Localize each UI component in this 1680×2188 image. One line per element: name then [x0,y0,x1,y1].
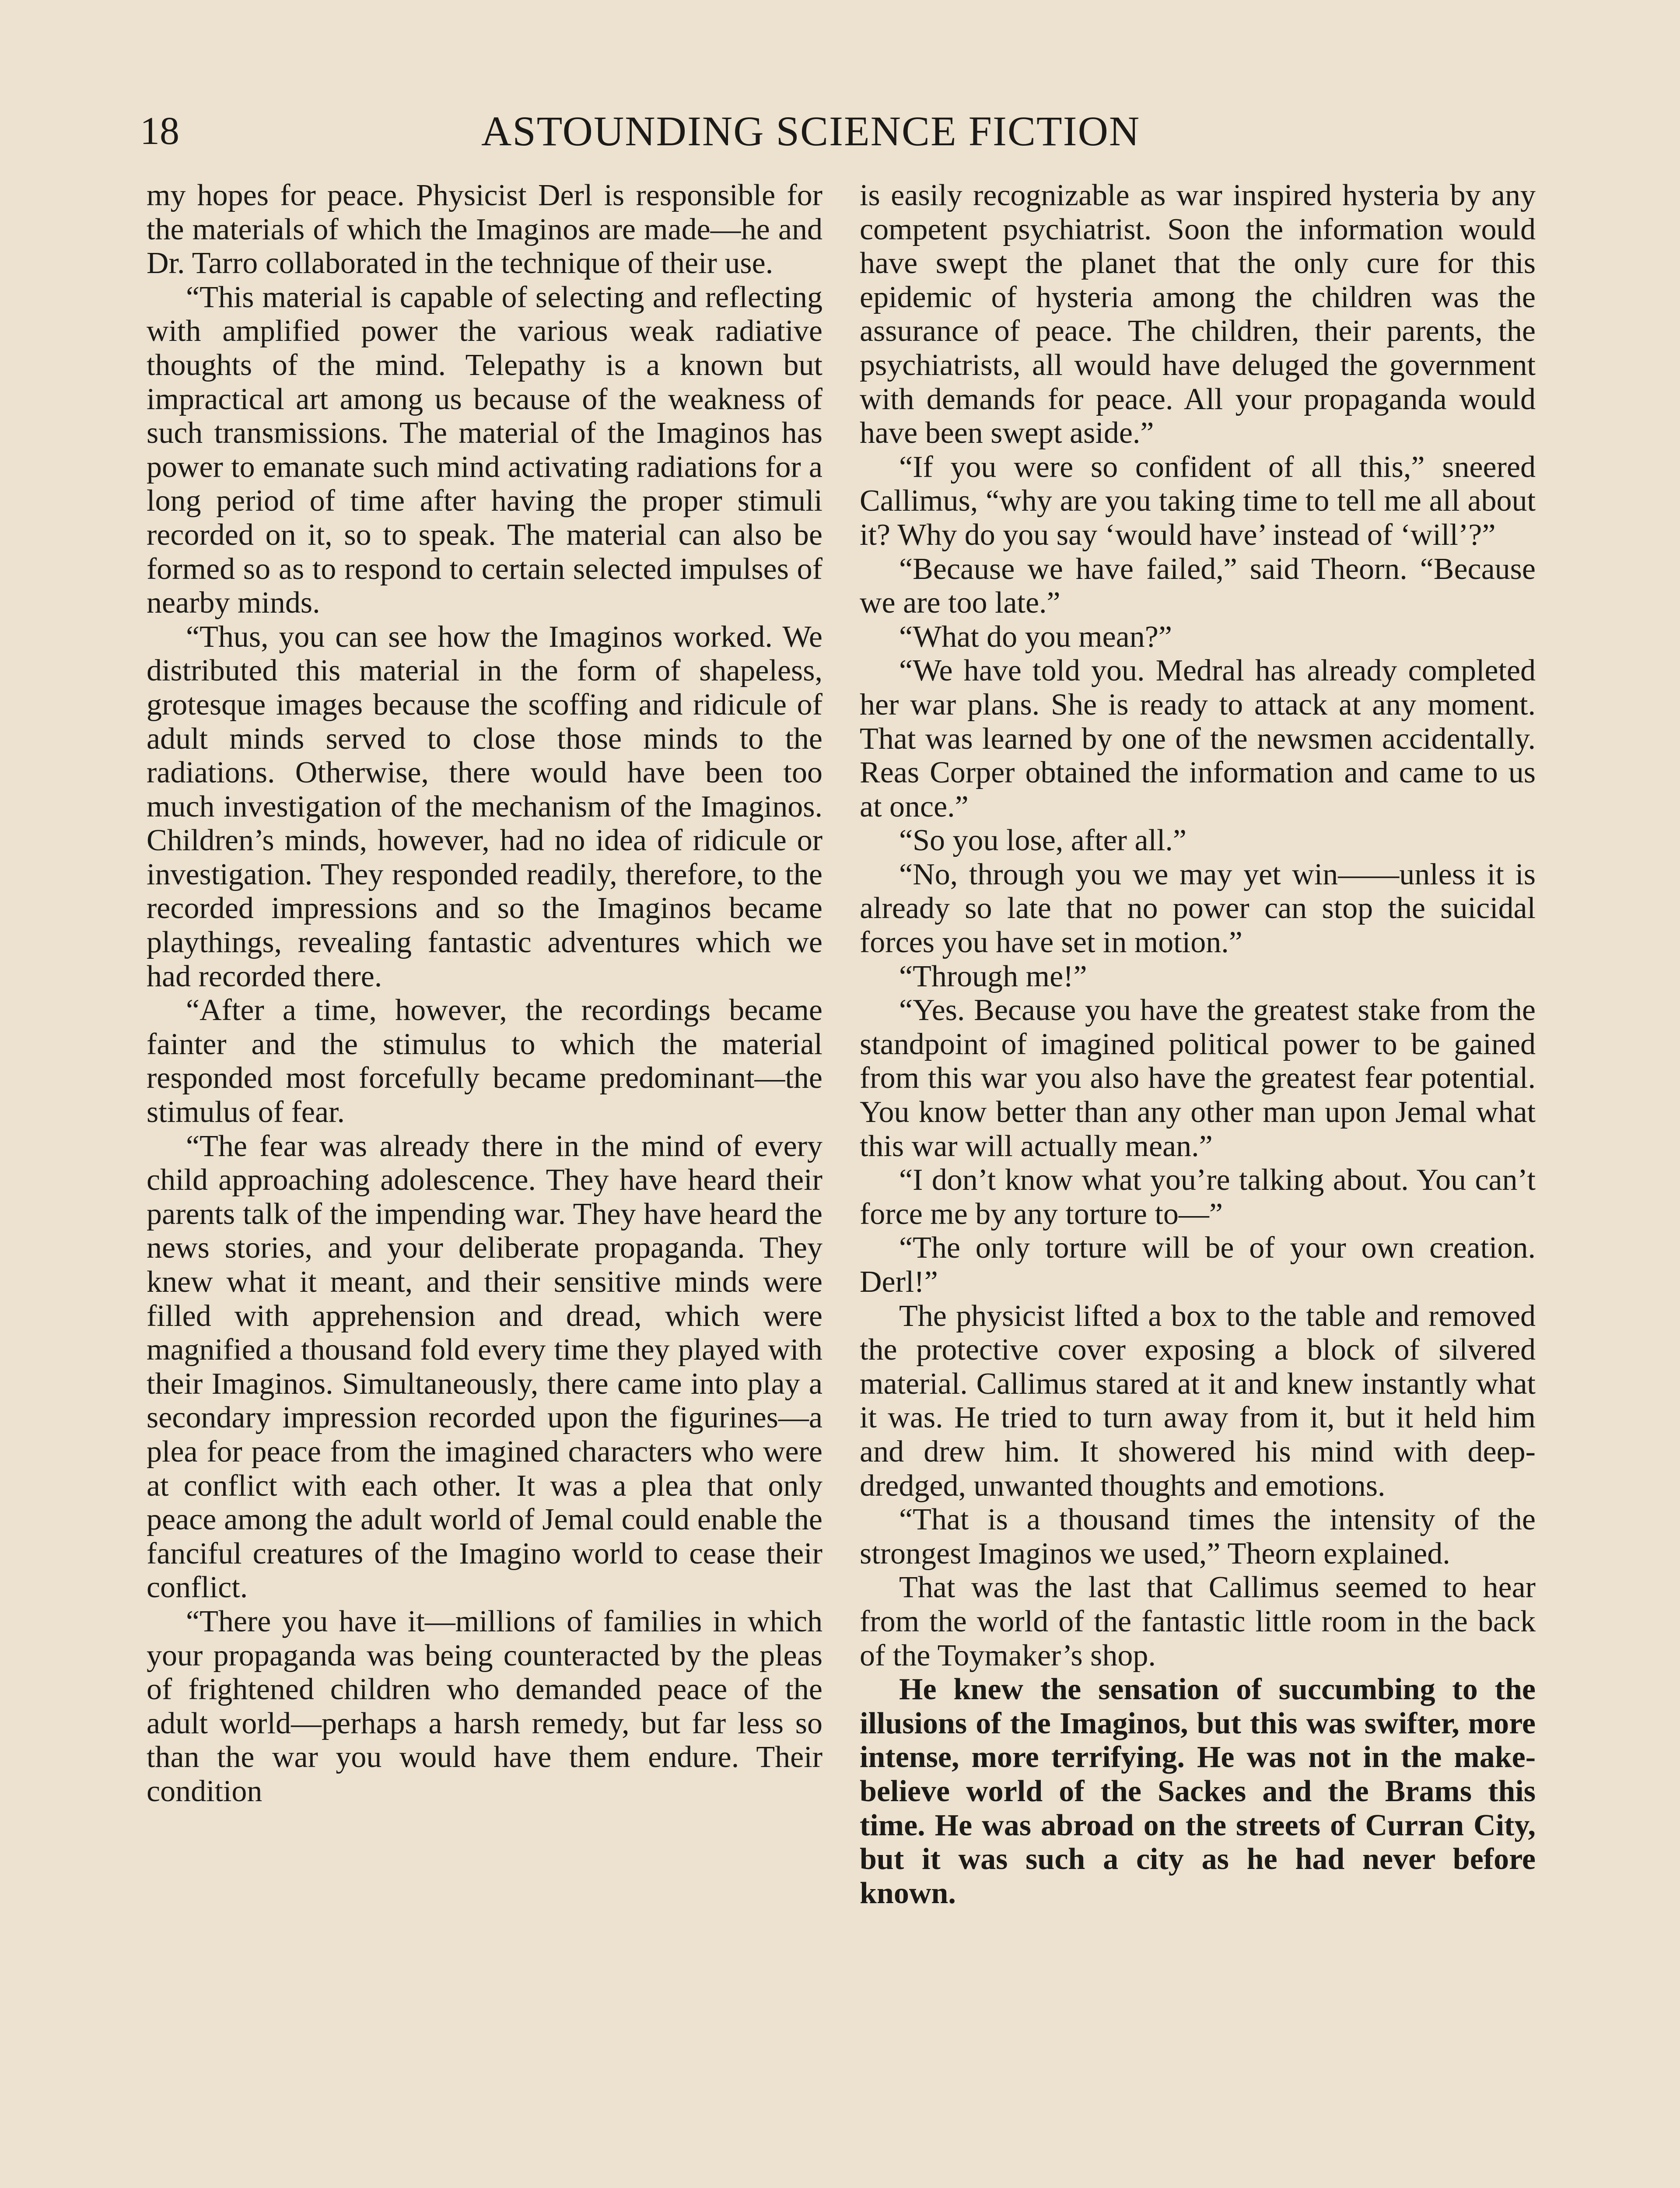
magazine-title: ASTOUNDING SCIENCE FICTION [481,108,1141,154]
right-column [860,179,1536,1910]
paragraph: The physicist lifted a box to the table and removed the protective cover exposing a block of silvered material. Callimus stared at it and knew instantly what it was. He tried to turn away from it, but it held him and drew him. It showered his mind with deep-dredged, unwanted thoughts and emotions. [860,1299,1536,1503]
paragraph: “Through me!” [899,959,1087,993]
paragraph: “What do you mean?” [899,620,1172,654]
paragraph: “That is a thousand times the intensity of the strongest Imaginos we used,” Theorn explained. [860,1503,1536,1571]
paragraph: “Because we have failed,” said Theorn. “Because we are too late.” [860,552,1536,620]
paragraph: “This material is capable of selecting and reflecting with amplified power the various weak radiative thoughts of the mind. Telepathy is a known but impractical art among us because of the weakness of such transmissions. The material of the Imaginos has power to emanate such mind activating radiations for a long period of time after having the proper stimuli recorded on it, so to speak. The material can also be formed so as to respond to certain selected impulses of nearby minds. [147,280,822,620]
paragraph: “The only torture will be of your own creation. Derl!” [860,1231,1536,1299]
paragraph: “After a time, however, the recordings became fainter and the stimulus to which the material responded most forcefully became predominant—the stimulus of fear. [147,993,822,1129]
paragraph: “No, through you we may yet win——unless it is already so late that no power can stop the suicidal forces you have set in motion.” [860,857,1536,960]
paragraph: “The fear was already there in the mind of every child approaching adolescence. They have heard their parents talk of the impending war. They have heard the news stories, and your deliberate propaganda. They knew what it meant, and their sensitive minds were filled with apprehension and dread, which were magnified a thousand fold every time they played with their Imaginos. Simultaneously, there came into play a secondary impression recorded upon the figurines—a plea for peace from the imagined characters who were at conflict with each other. It was a plea that only peace among the adult world of Jemal could enable the fanciful creatures of the Imagino world to cease their conflict. [147,1129,822,1605]
paragraph: is easily recognizable as war inspired hysteria by any competent psychiatrist. Soon the information would have swept the planet that the only cure for this epidemic of hysteria among the children was the assurance of peace. The children, their parents, the psychiatrists, all would have deluged the government with demands for peace. All your propaganda would have been swept aside.” [860,179,1536,450]
paragraph: “If you were so confident of all this,” sneered Callimus, “why are you taking time to tell me all about it? Why do you say ‘would have’ instead of ‘will’?” [860,450,1536,552]
page-number: 18 [140,109,179,153]
paragraph: my hopes for peace. Physicist Derl is responsible for the materials of which the Imaginos are made—he and Dr. Tarro collaborated in the technique of their use. [147,179,822,281]
paragraph: “We have told you. Medral has already completed her war plans. She is ready to attack at any moment. That was learned by one of the newsmen accidentally. Reas Corper obtained the information and came to us at once.” [860,654,1536,824]
left-column [147,179,822,1809]
paragraph: He knew the sensation of succumbing to the illusions of the Imaginos, but this was swifter, more intense, more terrifying. He was not in the make-believe world of the Sackes and the Brams this time. He was abroad on the streets of Curran City, but it was such a city as he had never before known. [860,1673,1536,1910]
paragraph: “So you lose, after all.” [899,824,1187,858]
paragraph: “Thus, you can see how the Imaginos worked. We distributed this material in the form of shapeless, grotesque images because the scoffing and ridicule of adult minds served to close those minds to the radiations. Otherwise, there would have been too much investigation of the mechanism of the Imaginos. Children’s minds, however, had no idea of ridicule or investigation. They responded readily, therefore, to the recorded impressions and so the Imaginos became playthings, revealing fantastic adventures which we had recorded there. [147,620,822,993]
paragraph: “I don’t know what you’re talking about. You can’t force me by any torture to—” [860,1163,1536,1231]
page-header [140,101,1540,162]
paragraph: “Yes. Because you have the greatest stake from the standpoint of imagined political power to be gained from this war you also have the greatest fear potential. You know better than any other man upon Jemal what this war will actually mean.” [860,993,1536,1163]
paragraph: “There you have it—millions of families in which your propaganda was being counteracted by the pleas of frightened children who demanded peace of the adult world—perhaps a harsh remedy, but far less so than the war you would have them endure. Their condition [147,1604,822,1808]
paragraph: That was the last that Callimus seemed to hear from the world of the fantastic little room in the back of the Toymaker’s shop. [860,1571,1536,1673]
